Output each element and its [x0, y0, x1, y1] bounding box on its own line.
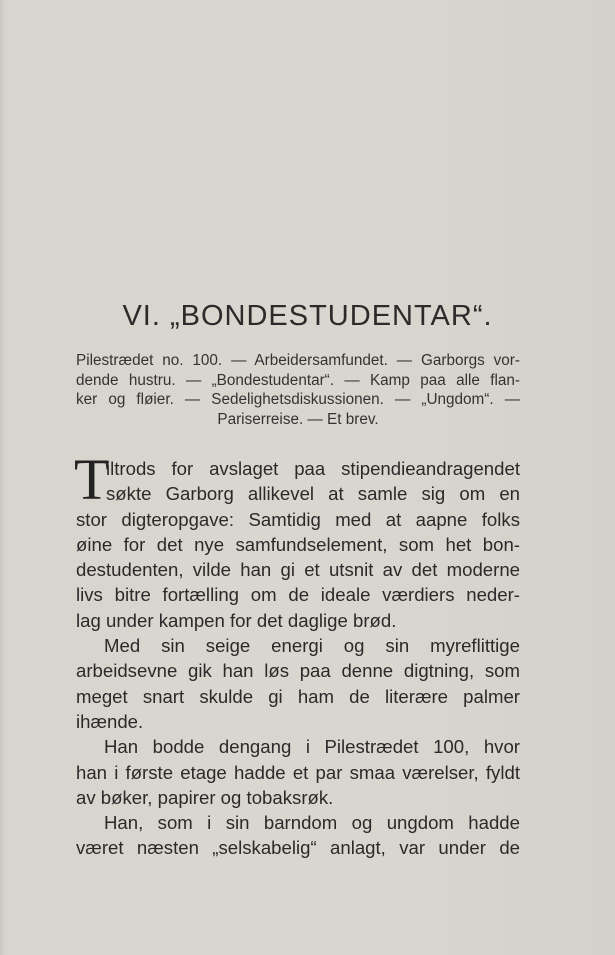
text-line: Han, som i sin barndom og ungdom hadde	[104, 812, 520, 834]
text-line: Han bodde dengang i Pilestrædet 100, hvor	[104, 736, 520, 758]
synopsis-line: Pariserreise. — Et brev.	[217, 410, 379, 428]
text-line: ihænde.	[76, 710, 144, 732]
synopsis-line: dende hustru. — „Bondestudentar“. — Kamp paa alle flan-	[76, 371, 520, 389]
text-line: destudenten, vilde han gi et utsnit av det moderne	[76, 559, 520, 581]
text-line: lag under kampen for det daglige brød.	[76, 609, 397, 631]
chapter-title: VI. „BONDESTUDENTAR“.	[122, 300, 493, 332]
text-line: søkte Garborg allikevel at samle sig om en	[106, 483, 520, 505]
text-line: stor digteropgave: Samtidig med at aapne folks	[76, 508, 520, 530]
text-line: arbeidsevne gik han løs paa denne digtning, som	[76, 660, 520, 682]
body-text	[74, 447, 520, 861]
text-line: av bøker, papirer og tobaksrøk.	[76, 786, 334, 808]
drop-cap: T	[74, 447, 110, 512]
text-line: øine for det nye samfundselement, som het bon-	[76, 533, 520, 555]
chapter-synopsis	[76, 351, 520, 429]
text-line: han i første etage hadde et par smaa værelser, fyldt	[76, 761, 520, 783]
synopsis-line: Pilestrædet no. 100. — Arbeidersamfundet. — Garborgs vor-	[76, 352, 520, 369]
text-line: iltrods for avslaget paa stipendieandragendet	[106, 458, 520, 479]
text-line: været næsten „selskabelig“ anlagt, var under de	[76, 837, 520, 859]
text-line: meget snart skulde gi ham de literære palmer	[76, 685, 520, 707]
synopsis-line: ker og fløier. — Sedelighetsdiskussionen. — „Ungdom“. —	[76, 391, 520, 408]
text-line: livs bitre fortælling om de ideale værdiers neder-	[76, 584, 520, 606]
text-line: Med sin seige energi og sin myreflittige	[104, 635, 520, 657]
